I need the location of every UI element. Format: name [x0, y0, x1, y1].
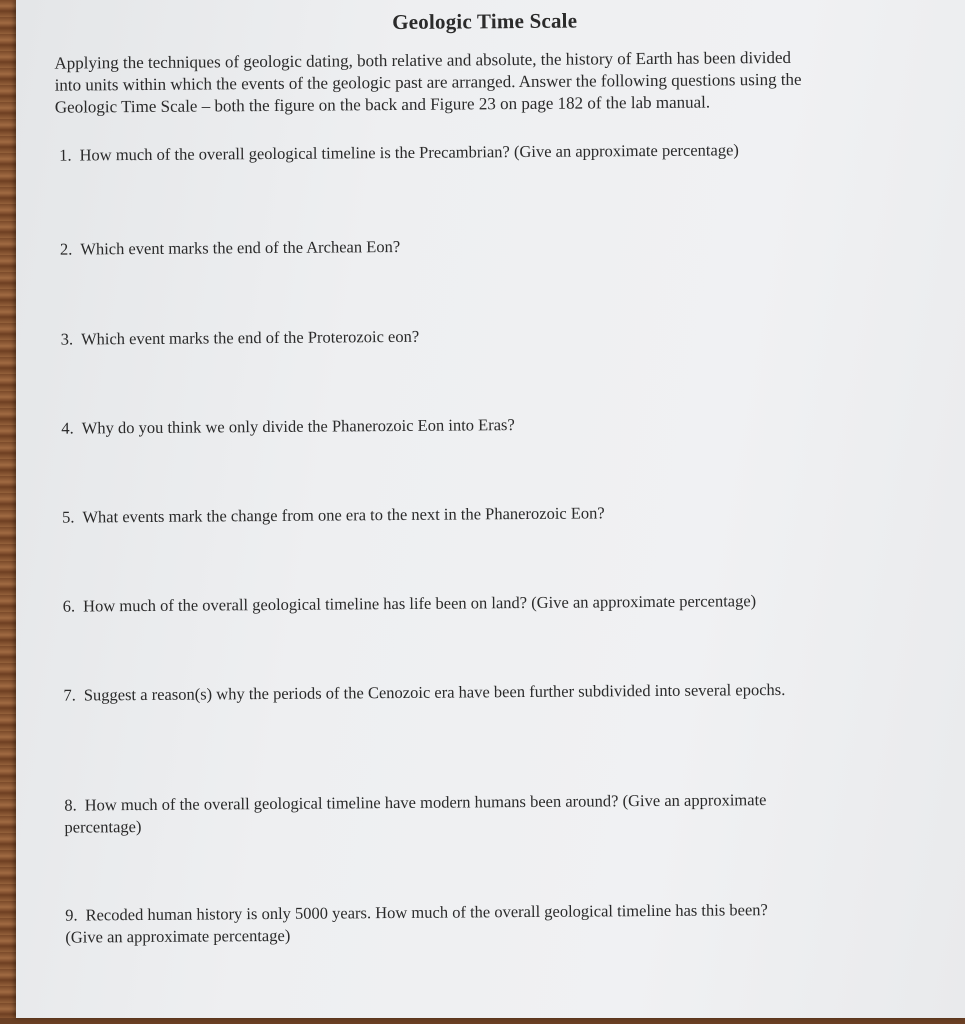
question-2: [60, 232, 930, 261]
question-number: 8.: [64, 795, 77, 815]
question-1: [59, 138, 929, 167]
question-text: Suggest a reason(s) why the periods of the Cenozoic era have been further subdivided into several epochs.: [83, 679, 786, 705]
question-number: 5.: [61, 507, 75, 527]
question-number: 7.: [63, 685, 76, 705]
question-text: Which event marks the end of the Archean Eon?: [80, 236, 401, 259]
worksheet-content: [12, 0, 965, 1021]
question-4: [61, 411, 931, 440]
question-text: How much of the overall geological timeline has life been on land? (Give an approximate percentage): [83, 591, 757, 616]
question-text: Which event marks the end of the Proterozoic eon?: [80, 326, 420, 349]
question-5: [62, 500, 932, 529]
question-number: 1.: [59, 145, 72, 165]
question-number: 2.: [59, 239, 73, 259]
question-text-continued: (Give an approximate percentage): [65, 925, 291, 947]
question-number: 6.: [62, 596, 76, 616]
worksheet-page: [16, 0, 965, 1018]
question-6: [63, 589, 933, 618]
question-text: How much of the overall geological timeline have modern humans been around? (Give an approximate: [84, 790, 767, 815]
intro-line: into units within which the events of the geologic past are arranged. Answer the following questions using the: [54, 69, 802, 95]
question-8: [64, 788, 934, 839]
question-9: [65, 898, 935, 949]
question-text: What events mark the change from one era to the next in the Phanerozoic Eon?: [82, 503, 605, 527]
question-text: How much of the overall geological timeline is the Precambrian? (Give an approximate percentage): [79, 140, 739, 165]
question-number: 4.: [61, 418, 74, 438]
question-number: 9.: [65, 905, 78, 925]
intro-line: Applying the techniques of geologic dating, both relative and absolute, the history of Earth has been divided: [54, 47, 792, 73]
question-text: Why do you think we only divide the Phanerozoic Eon into Eras?: [81, 415, 515, 438]
page-title: Geologic Time Scale: [392, 8, 578, 35]
question-text: Recoded human history is only 5000 years. How much of the overall geological timeline has this been?: [85, 900, 768, 925]
intro-paragraph: [54, 46, 934, 119]
question-7: [63, 678, 933, 707]
question-number: 3.: [60, 329, 74, 349]
question-3: [61, 322, 931, 351]
intro-line: Geologic Time Scale – both the figure on the back and Figure 23 on page 182 of the lab manual.: [54, 92, 711, 117]
question-text-continued: percentage): [64, 817, 142, 837]
